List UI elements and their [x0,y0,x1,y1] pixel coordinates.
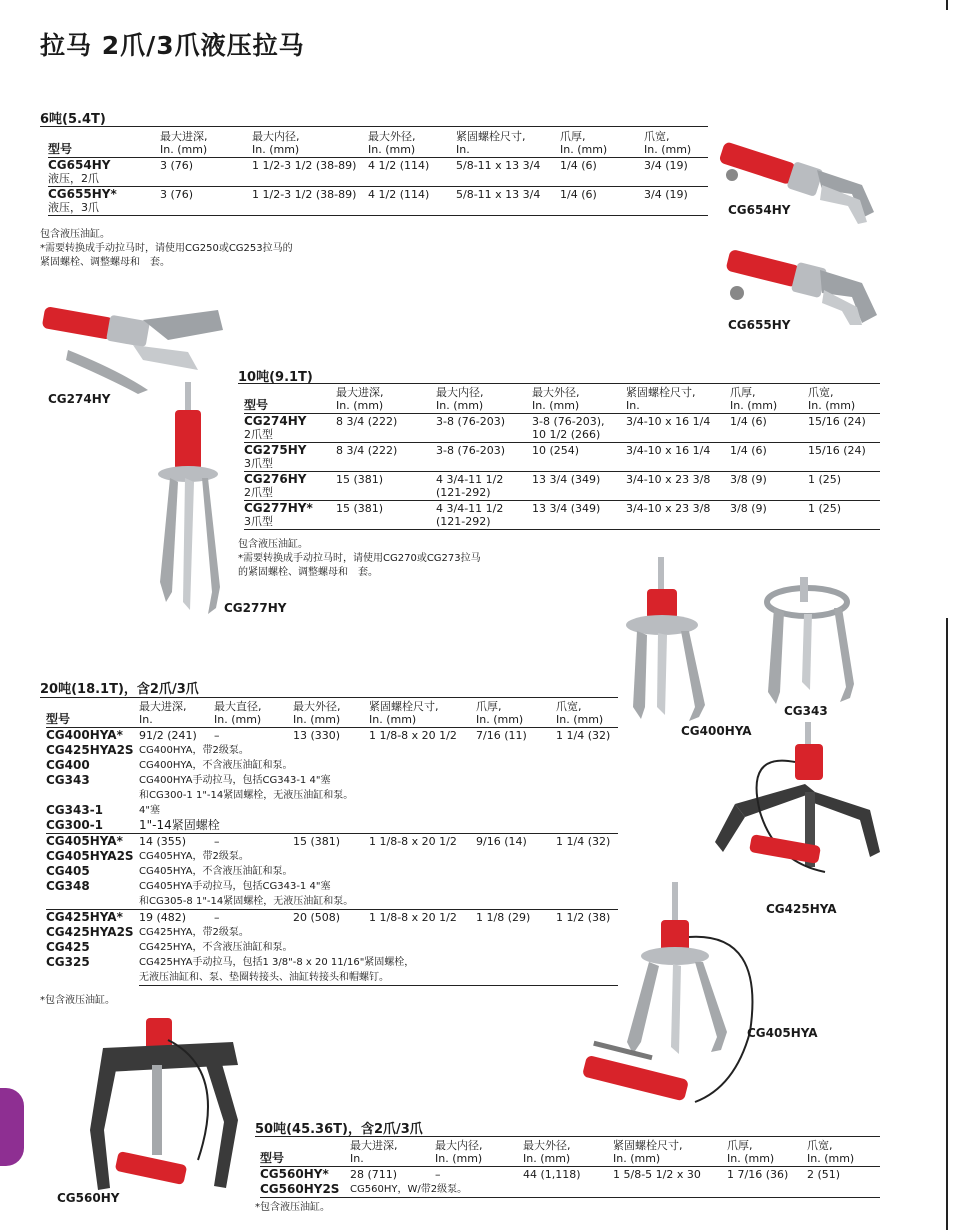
table-row [46,818,618,834]
table-row [46,879,618,894]
header-bolt: 紧固螺栓尺寸, In. [626,386,730,414]
cell-depth: 15 (381) [336,472,436,501]
header-depth: 最大进深, In. (mm) [160,130,252,158]
cell-outer: 4 1/2 (114) [368,158,456,187]
cell-bolt: 1 1/8-8 x 20 1/2 [369,834,476,850]
header-thick: 爪厚, In. (mm) [730,386,808,414]
caption-cg425hya: CG425HYA [766,902,837,916]
cell-outer: 10 (254) [532,443,626,472]
model-sub: 液压，3爪 [48,201,99,214]
model-code: CG343-1 [46,803,104,817]
header-bolt: 紧固螺栓尺寸, In. (mm) [613,1139,727,1167]
cell-width: 1 1/4 (32) [556,729,611,742]
section-10t-rule [238,383,880,384]
model-sub: 2爪型 [244,428,273,441]
note-line: *需要转换成手动拉马时，请使用CG270或CG273拉马 [238,553,481,564]
cell-outer: 4 1/2 (114) [368,187,456,216]
cell-width: 3/4 (19) [644,187,708,216]
table-row [46,758,618,773]
cell-depth: 8 3/4 (222) [336,414,436,443]
section-20t-rule [40,697,618,698]
table-row [244,472,880,501]
section-6t-rule [40,126,708,127]
note-line: 包含液压油缸。 [40,229,110,240]
cell-bolt: 3/4-10 x 16 1/4 [626,443,730,472]
model-sub: 2爪型 [244,486,273,499]
header-bolt: 紧固螺栓尺寸, In. (mm) [369,700,476,728]
model-desc: CG405HYA手动拉马，包括CG343-1 4"塞 [139,881,331,892]
table-row [46,970,618,986]
cg425hya-image [705,722,890,902]
model-code [46,970,139,986]
model-desc: CG400HYA，带2级泵。 [139,745,249,756]
cell-width: 2 (51) [807,1168,841,1181]
model-code: CG325 [46,955,90,969]
header-diameter: 最大直径, In. (mm) [214,700,293,728]
cell-inner: 3-8 (76-203) [436,414,532,443]
header-outer: 最大外径, In. (mm) [532,386,626,414]
section-6t-notes [40,228,293,270]
model-desc: 和CG305-8 1"-14紧固螺栓，无液压油缸和泵。 [139,896,354,907]
table-row [244,414,880,443]
model-code [46,788,139,803]
spec-table-20t [46,700,618,986]
note-line: 包含液压油缸。 [238,539,308,550]
cg274hy-image [38,300,228,395]
header-thick: 爪厚, In. (mm) [727,1139,807,1167]
cell-diameter: – [214,910,293,926]
cell-inner: – [435,1168,441,1181]
model-code: CG405HYA* [46,834,139,850]
model-code: CG343 [46,773,90,787]
cell-thick: 1/4 (6) [560,187,644,216]
caption-cg274hy: CG274HY [48,392,111,406]
model-desc: CG425HYA，带2级泵。 [139,927,249,938]
cg560hy-image [88,1010,248,1210]
caption-cg654hy: CG654HY [728,203,791,217]
cell-thick: 3/8 (9) [730,472,808,501]
model-desc: CG405HYA，不含液压油缸和泵。 [139,866,293,877]
cell-thick: 7/16 (11) [476,729,527,742]
note-line: *需要转换成手动拉马时，请使用CG250或CG253拉马的 [40,243,293,254]
cell-outer: 13 3/4 (349) [532,501,626,530]
table-row [46,910,618,926]
page-edge-rule-top [946,0,948,10]
model-code: CG400HYA* [46,728,123,742]
header-depth: 最大进深, In. [350,1139,435,1167]
model-code: CG425HYA2S [46,925,134,939]
section-50t-note: *包含液压油缸。 [255,1202,330,1213]
page-title: 拉马 2爪/3爪液压拉马 [40,31,305,60]
header-bolt: 紧固螺栓尺寸, In. [456,130,560,158]
table-header-row [46,700,618,728]
model-code: CG654HY [48,158,111,172]
caption-cg400hya: CG400HYA [681,724,752,738]
model-sub: 液压，2爪 [48,172,99,185]
spec-table-6t [48,130,708,216]
table-row [48,187,708,216]
cell-width: 15/16 (24) [808,443,880,472]
cell-outer: 15 (381) [293,834,369,850]
cell-thick: 1 7/16 (36) [727,1168,789,1181]
header-depth: 最大进深, In. [139,700,214,728]
cell-outer: 44 (1,118) [523,1168,581,1181]
cell-depth: 3 (76) [160,158,252,187]
header-width: 爪宽, In. (mm) [808,386,880,414]
caption-cg277hy: CG277HY [224,601,287,615]
model-code: CG560HY2S [260,1182,350,1198]
model-code: CG425HYA2S [46,743,134,757]
section-20t-note: *包含液压油缸。 [40,995,115,1006]
table-row [260,1167,880,1183]
table-row [46,925,618,940]
model-code: CG655HY* [48,187,117,201]
model-desc: CG425HYA手动拉马，包括1 3/8"-8 x 20 11/16"紧固螺栓， [139,957,415,968]
cell-thick: 9/16 (14) [476,834,556,850]
model-code: CG400 [46,758,90,772]
table-row [260,1182,880,1198]
cell-diameter: – [214,729,220,742]
cell-depth: 19 (482) [139,910,214,926]
cell-depth: 15 (381) [336,501,436,530]
cell-thick: 3/8 (9) [730,501,808,530]
table-row [46,743,618,758]
cell-inner: 4 3/4-11 1/2 (121-292) [436,472,532,501]
table-header-row [260,1139,880,1167]
section-tab [0,1088,24,1166]
cell-width: 3/4 (19) [644,158,708,187]
cell-width: 1 1/2 (38) [556,910,618,926]
table-row [48,158,708,187]
cell-outer: 3-8 (76-203), 10 1/2 (266) [532,414,626,443]
cg277hy-image [150,382,230,617]
cell-inner: 1 1/2-3 1/2 (38-89) [252,158,368,187]
caption-cg560hy: CG560HY [57,1191,120,1205]
table-row [46,728,618,744]
header-thick: 爪厚, In. (mm) [476,700,556,728]
cell-inner: 1 1/2-3 1/2 (38-89) [252,187,368,216]
spec-table-50t [260,1139,880,1198]
header-inner: 最大内径, In. (mm) [252,130,368,158]
cell-bolt: 1 1/8-8 x 20 1/2 [369,910,476,926]
section-6t-title: 6吨(5.4T) [40,112,106,127]
model-code: CG560HY* [260,1167,329,1181]
header-outer: 最大外径, In. (mm) [523,1139,613,1167]
table-row [46,788,618,803]
cell-bolt: 3/4-10 x 16 1/4 [626,414,730,443]
model-sub: 3爪型 [244,457,273,470]
cell-thick: 1/4 (6) [730,414,808,443]
cell-depth: 3 (76) [160,187,252,216]
model-desc: 和CG300-1 1"-14紧固螺栓，无液压油缸和泵。 [139,790,354,801]
table-row [46,849,618,864]
cell-depth: 28 (711) [350,1168,398,1181]
table-row [46,834,618,850]
header-model: 型号 [244,386,336,414]
table-row [46,894,618,910]
cell-outer: 20 (508) [293,910,369,926]
model-desc: CG400HYA，不含液压油缸和泵。 [139,760,293,771]
caption-cg655hy: CG655HY [728,318,791,332]
cell-width: 15/16 (24) [808,414,880,443]
header-thick: 爪厚, In. (mm) [560,130,644,158]
model-desc: CG405HYA，带2级泵。 [139,851,249,862]
caption-cg343: CG343 [784,704,828,718]
section-10t-title: 10吨(9.1T) [238,370,313,385]
model-code: CG275HY [244,443,307,457]
table-row [46,773,618,788]
cg400hya-image [625,557,715,722]
model-desc: CG560HY，W/带2级泵。 [350,1182,880,1198]
cell-width: 1 (25) [808,472,880,501]
cell-depth: 14 (355) [139,834,214,850]
cell-bolt: 3/4-10 x 23 3/8 [626,472,730,501]
table-row [46,803,618,818]
header-model: 型号 [46,700,139,728]
section-50t-title: 50吨(45.36T)，含2爪/3爪 [255,1122,423,1137]
section-20t-title: 20吨(18.1T)，含2爪/3爪 [40,682,199,697]
model-code: CG300-1 [46,818,104,832]
header-model: 型号 [48,130,160,158]
cell-inner: 4 3/4-11 1/2 (121-292) [436,501,532,530]
table-row [46,955,618,970]
model-code: CG405 [46,864,90,878]
cell-outer: 13 3/4 (349) [532,472,626,501]
cell-inner: 3-8 (76-203) [436,443,532,472]
section-50t-rule [255,1136,880,1137]
header-width: 爪宽, In. (mm) [807,1139,880,1167]
table-row [244,443,880,472]
model-desc: 4"塞 [139,805,160,816]
caption-cg405hya: CG405HYA [747,1026,818,1040]
model-code: CG425HYA* [46,910,139,926]
cell-thick: 1/4 (6) [730,443,808,472]
cell-thick: 1 1/8 (29) [476,910,556,926]
model-code: CG277HY* [244,501,313,515]
cell-bolt: 1 5/8-5 1/2 x 30 [613,1168,701,1181]
header-width: 爪宽, In. (mm) [556,700,618,728]
note-line: 的紧固螺栓、调整螺母和 套。 [238,567,378,578]
header-inner: 最大内径, In. (mm) [435,1139,523,1167]
section-10t-notes [238,538,481,580]
cell-bolt: 5/8-11 x 13 3/4 [456,158,560,187]
model-code: CG425 [46,940,90,954]
cg405hya-image [575,882,805,1132]
table-row [46,864,618,879]
model-desc: 1"-14紧固螺栓 [139,818,220,832]
header-width: 爪宽, In. (mm) [644,130,708,158]
header-outer: 最大外径, In. (mm) [368,130,456,158]
header-inner: 最大内径, In. (mm) [436,386,532,414]
cell-depth: 8 3/4 (222) [336,443,436,472]
cell-depth: 91/2 (241) [139,729,197,742]
model-desc: CG400HYA手动拉马，包括CG343-1 4"塞 [139,775,331,786]
page-edge-rule [946,618,948,1230]
table-row [244,501,880,530]
header-outer: 最大外径, In. (mm) [293,700,369,728]
model-code [46,894,139,910]
model-code: CG276HY [244,472,307,486]
cell-width: 1 1/4 (32) [556,834,618,850]
cell-bolt: 1 1/8-8 x 20 1/2 [369,729,457,742]
note-line: 紧固螺栓、调整螺母和 套。 [40,257,170,268]
model-code: CG405HYA2S [46,849,134,863]
cell-width: 1 (25) [808,501,880,530]
cell-diameter: – [214,834,293,850]
table-header-row [244,386,880,414]
model-code: CG274HY [244,414,307,428]
spec-table-10t [244,386,880,530]
header-model: 型号 [260,1139,350,1167]
cell-bolt: 5/8-11 x 13 3/4 [456,187,560,216]
cg343-image [762,572,857,707]
cell-bolt: 3/4-10 x 23 3/8 [626,501,730,530]
header-depth: 最大进深, In. (mm) [336,386,436,414]
model-desc: 无液压油缸和、泵、垫圈转接头、油缸转接头和帽螺钉。 [139,970,618,986]
cell-thick: 1/4 (6) [560,158,644,187]
table-header-row [48,130,708,158]
model-code: CG348 [46,879,90,893]
cell-outer: 13 (330) [293,729,341,742]
table-row [46,940,618,955]
model-desc: CG425HYA，不含液压油缸和泵。 [139,942,293,953]
model-sub: 3爪型 [244,515,273,528]
